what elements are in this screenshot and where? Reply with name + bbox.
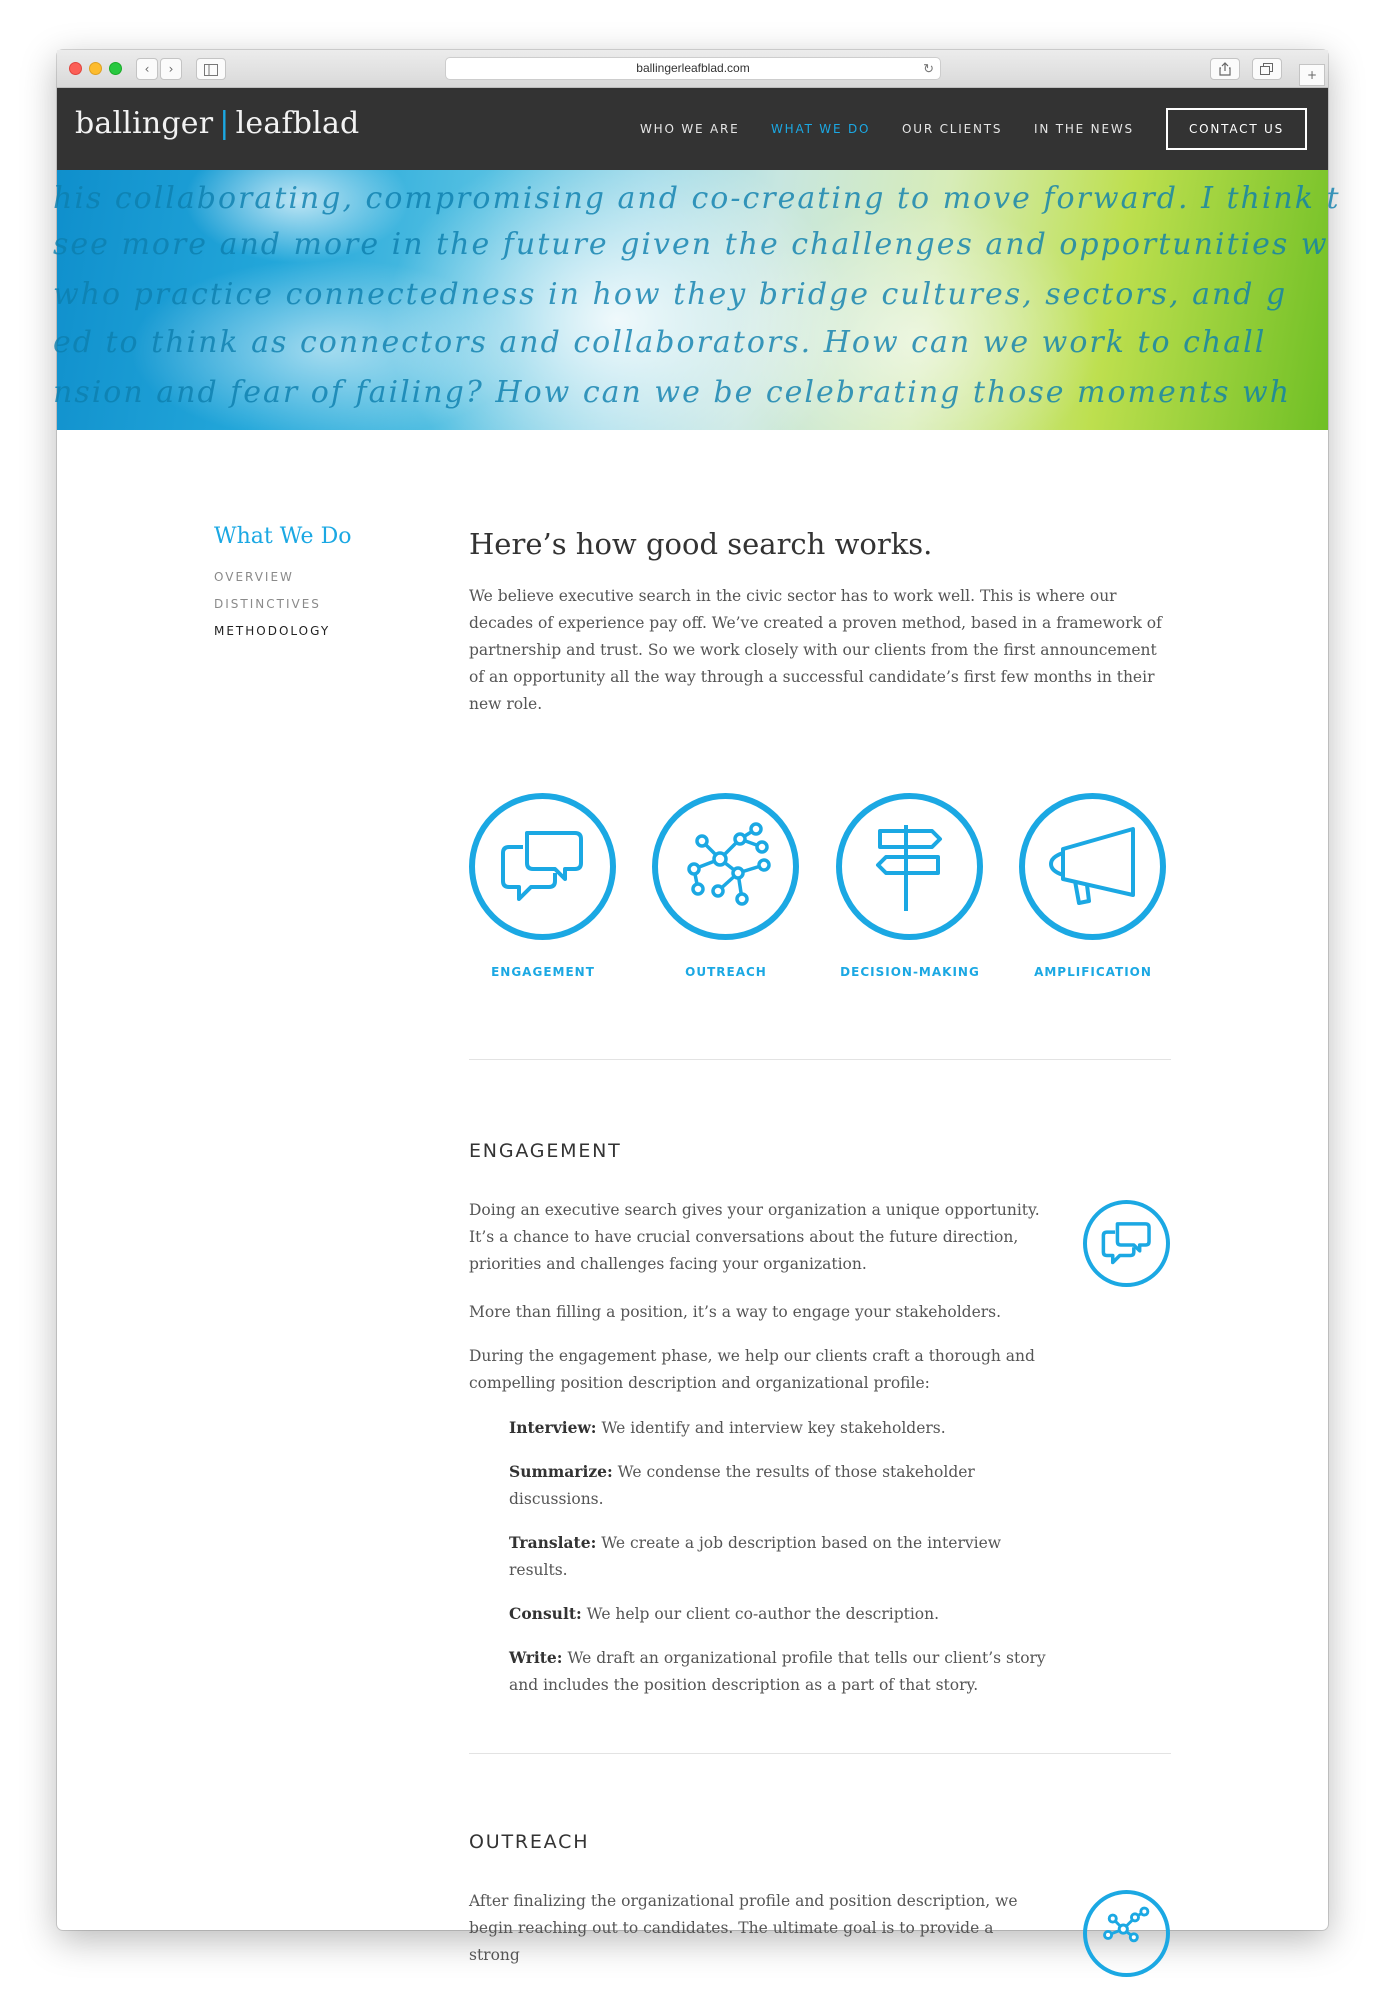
nav-what-we-do[interactable]: WHAT WE DO — [771, 122, 871, 136]
outreach-label[interactable]: OUTREACH — [685, 965, 767, 979]
page-title: Here’s how good search works. — [469, 527, 933, 561]
step-text: We create a job description based on the interview results. — [509, 1534, 1002, 1579]
browser-window — [53, 50, 1341, 1964]
engagement-section-icon — [1083, 1200, 1170, 1287]
minimize-window-button[interactable] — [89, 62, 102, 75]
logo-leafblad: leafblad — [235, 106, 360, 141]
speech-bubbles-icon — [475, 799, 610, 934]
section-divider — [469, 1753, 1171, 1754]
outreach-paragraph: After finalizing the organizational profile and position description, we begin reaching out to candidates. The ultimate goal is to provide a strong — [469, 1892, 1018, 1964]
logo-separator: | — [219, 106, 230, 141]
amplification-label[interactable]: AMPLIFICATION — [1034, 965, 1152, 979]
nav-who-we-are[interactable]: WHO WE ARE — [640, 122, 740, 136]
share-icon[interactable] — [1210, 58, 1240, 80]
engagement-step — [509, 1458, 1049, 1513]
step-text: We condense the results of those stakeholder discussions. — [509, 1463, 975, 1508]
engagement-circle[interactable] — [469, 793, 616, 940]
hero-banner — [53, 170, 1341, 430]
step-text: We help our client co-author the description. — [581, 1605, 940, 1623]
step-text: We identify and interview key stakeholders. — [596, 1419, 946, 1437]
nav-in-the-news[interactable]: IN THE NEWS — [1034, 122, 1134, 136]
engagement-paragraph: Doing an executive search gives your organization a unique opportunity. It’s a chance to have crucial conversations about the future direction, priorities and challenges facing your organization. — [469, 1201, 1040, 1273]
network-icon — [1087, 1894, 1166, 1973]
new-tab-icon[interactable]: + — [1299, 64, 1325, 86]
back-arrow-icon[interactable]: ‹ — [136, 58, 158, 80]
forward-arrow-icon[interactable]: › — [160, 58, 182, 80]
hero-line: who practice connectedness in how they bridge cultures, sectors, and g — [53, 277, 1288, 312]
hero-line: nsion and fear of failing? How can we be celebrating those moments wh — [53, 375, 1292, 410]
contact-us-button[interactable]: CONTACT US — [1166, 108, 1307, 150]
sidebar-item-methodology[interactable]: METHODOLOGY — [214, 624, 331, 638]
step-term: Translate: — [509, 1533, 597, 1552]
section-divider — [469, 1059, 1171, 1060]
hero-line: his collaborating, compromising and co-creating to move forward. I think t — [53, 181, 1341, 216]
sidebar-item-overview[interactable]: OVERVIEW — [214, 570, 294, 584]
engagement-paragraph: During the engagement phase, we help our clients craft a thorough and compelling position description and organizational profile: — [469, 1347, 1035, 1392]
speech-bubbles-icon — [1087, 1204, 1166, 1283]
zoom-window-button[interactable] — [109, 62, 122, 75]
close-window-button[interactable] — [69, 62, 82, 75]
intro-paragraph: We believe executive search in the civic sector has to work well. This is where our decades of experience pay off. We’ve created a proven method, based in a framework of partnership and trust. So we work closely with our clients from the first announcement of an opportunity all the way through a successful candidate’s first few months in their new role. — [469, 587, 1162, 713]
outreach-heading: OUTREACH — [469, 1831, 590, 1853]
step-term: Interview: — [509, 1418, 597, 1437]
outreach-circle[interactable] — [652, 793, 799, 940]
decision-making-label[interactable]: DECISION-MAKING — [840, 965, 980, 979]
signpost-icon — [842, 799, 977, 934]
outreach-section-icon — [1083, 1890, 1170, 1977]
url-text: ballingerleafblad.com — [636, 61, 750, 75]
step-term: Write: — [509, 1648, 563, 1667]
engagement-step — [509, 1529, 1049, 1584]
address-bar[interactable] — [445, 57, 941, 80]
tabs-overview-icon[interactable] — [1252, 58, 1282, 80]
decision-making-circle[interactable] — [836, 793, 983, 940]
step-term: Consult: — [509, 1604, 582, 1623]
step-text: We draft an organizational profile that tells our client’s story and includes the position description as a part of that story. — [509, 1649, 1046, 1694]
hero-line: ed to think as connectors and collaborators. How can we work to chall — [53, 325, 1267, 360]
megaphone-icon — [1025, 799, 1160, 934]
browser-titlebar — [57, 50, 1328, 88]
reload-icon[interactable]: ↻ — [923, 61, 934, 76]
sidebar-title: What We Do — [214, 524, 352, 549]
hero-line: see more and more in the future given the challenges and opportunities w — [53, 227, 1329, 262]
network-icon — [658, 799, 793, 934]
handwriting-overlay — [53, 170, 1341, 430]
engagement-step — [509, 1414, 1049, 1442]
step-term: Summarize: — [509, 1462, 613, 1481]
engagement-paragraph: More than filling a position, it’s a way to engage your stakeholders. — [469, 1303, 1002, 1321]
engagement-label[interactable]: ENGAGEMENT — [491, 965, 595, 979]
engagement-heading: ENGAGEMENT — [469, 1140, 622, 1162]
logo-ballinger: ballinger — [75, 106, 214, 141]
sidebar-item-distinctives[interactable]: DISTINCTIVES — [214, 597, 321, 611]
site-logo[interactable] — [75, 106, 359, 141]
engagement-step — [509, 1644, 1049, 1699]
sidebar-toggle-icon[interactable] — [196, 58, 226, 80]
nav-our-clients[interactable]: OUR CLIENTS — [902, 122, 1003, 136]
site-header — [57, 88, 1328, 170]
engagement-step — [509, 1600, 1049, 1628]
amplification-circle[interactable] — [1019, 793, 1166, 940]
